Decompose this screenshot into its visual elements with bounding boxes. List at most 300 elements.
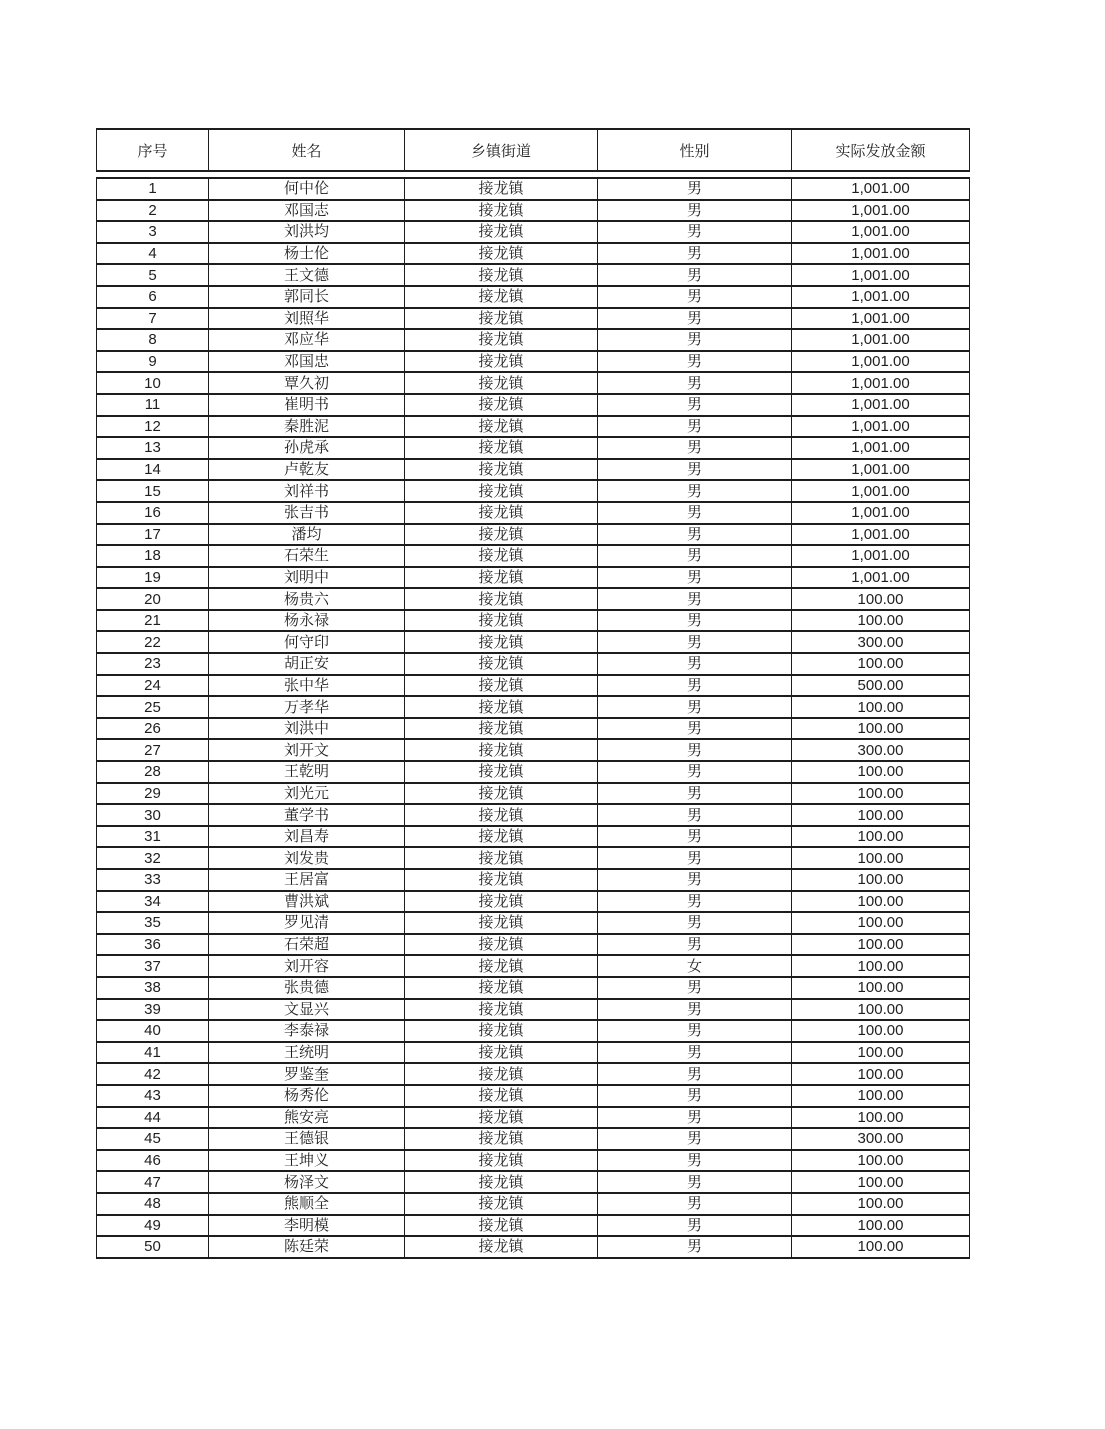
- cell-index: 7: [97, 308, 209, 330]
- cell-amount: 1,001.00: [792, 394, 970, 416]
- cell-name: 秦胜泥: [209, 416, 405, 438]
- table-row: [97, 739, 970, 761]
- cell-gender: 男: [598, 610, 792, 632]
- cell-name: 杨永禄: [209, 610, 405, 632]
- cell-gender: 男: [598, 437, 792, 459]
- column-header-name: 姓名: [209, 129, 405, 171]
- cell-town: 接龙镇: [405, 1042, 598, 1064]
- table-row: [97, 243, 970, 265]
- table-row: [97, 1020, 970, 1042]
- cell-gender: 男: [598, 178, 792, 200]
- cell-amount: 1,001.00: [792, 329, 970, 351]
- table-row: [97, 1150, 970, 1172]
- cell-index: 1: [97, 178, 209, 200]
- cell-name: 杨秀伦: [209, 1085, 405, 1107]
- column-header-gender: 性别: [598, 129, 792, 171]
- table-row: [97, 502, 970, 524]
- cell-name: 董学书: [209, 804, 405, 826]
- table-row: [97, 977, 970, 999]
- column-header-index: 序号: [97, 129, 209, 171]
- cell-amount: 1,001.00: [792, 459, 970, 481]
- cell-town: 接龙镇: [405, 1128, 598, 1150]
- cell-gender: 男: [598, 847, 792, 869]
- cell-index: 18: [97, 545, 209, 567]
- cell-index: 41: [97, 1042, 209, 1064]
- cell-index: 28: [97, 761, 209, 783]
- cell-index: 8: [97, 329, 209, 351]
- cell-amount: 100.00: [792, 653, 970, 675]
- cell-name: 王坤义: [209, 1150, 405, 1172]
- cell-name: 文显兴: [209, 999, 405, 1021]
- cell-name: 邓国忠: [209, 351, 405, 373]
- cell-name: 杨贵六: [209, 588, 405, 610]
- cell-amount: 1,001.00: [792, 200, 970, 222]
- cell-town: 接龙镇: [405, 912, 598, 934]
- cell-gender: 男: [598, 1063, 792, 1085]
- table-row: [97, 1085, 970, 1107]
- cell-name: 覃久初: [209, 372, 405, 394]
- cell-town: 接龙镇: [405, 329, 598, 351]
- cell-town: 接龙镇: [405, 221, 598, 243]
- cell-amount: 100.00: [792, 588, 970, 610]
- cell-name: 王德银: [209, 1128, 405, 1150]
- cell-name: 张中华: [209, 675, 405, 697]
- cell-gender: 男: [598, 1128, 792, 1150]
- cell-index: 24: [97, 675, 209, 697]
- cell-town: 接龙镇: [405, 783, 598, 805]
- cell-amount: 1,001.00: [792, 524, 970, 546]
- cell-gender: 男: [598, 653, 792, 675]
- cell-gender: 男: [598, 351, 792, 373]
- cell-town: 接龙镇: [405, 826, 598, 848]
- cell-town: 接龙镇: [405, 459, 598, 481]
- cell-gender: 男: [598, 1236, 792, 1258]
- cell-amount: 100.00: [792, 934, 970, 956]
- cell-gender: 男: [598, 329, 792, 351]
- cell-index: 12: [97, 416, 209, 438]
- table-row: [97, 783, 970, 805]
- cell-index: 17: [97, 524, 209, 546]
- cell-index: 36: [97, 934, 209, 956]
- cell-amount: 100.00: [792, 1236, 970, 1258]
- table-row: [97, 761, 970, 783]
- cell-gender: 男: [598, 934, 792, 956]
- cell-amount: 100.00: [792, 1063, 970, 1085]
- cell-name: 熊安亮: [209, 1107, 405, 1129]
- cell-name: 邓国志: [209, 200, 405, 222]
- cell-town: 接龙镇: [405, 696, 598, 718]
- cell-index: 40: [97, 1020, 209, 1042]
- cell-name: 刘开文: [209, 739, 405, 761]
- cell-gender: 男: [598, 696, 792, 718]
- cell-town: 接龙镇: [405, 1171, 598, 1193]
- table-row: [97, 1042, 970, 1064]
- cell-town: 接龙镇: [405, 372, 598, 394]
- cell-gender: 男: [598, 480, 792, 502]
- cell-town: 接龙镇: [405, 480, 598, 502]
- cell-name: 潘均: [209, 524, 405, 546]
- cell-name: 刘开容: [209, 955, 405, 977]
- cell-name: 刘昌寿: [209, 826, 405, 848]
- cell-gender: 男: [598, 783, 792, 805]
- cell-town: 接龙镇: [405, 351, 598, 373]
- table-row: [97, 1215, 970, 1237]
- cell-name: 杨士伦: [209, 243, 405, 265]
- cell-amount: 100.00: [792, 955, 970, 977]
- cell-town: 接龙镇: [405, 1150, 598, 1172]
- cell-amount: 1,001.00: [792, 502, 970, 524]
- cell-amount: 1,001.00: [792, 221, 970, 243]
- cell-town: 接龙镇: [405, 1193, 598, 1215]
- cell-town: 接龙镇: [405, 308, 598, 330]
- cell-index: 22: [97, 631, 209, 653]
- cell-town: 接龙镇: [405, 955, 598, 977]
- cell-gender: 男: [598, 459, 792, 481]
- cell-name: 刘明中: [209, 567, 405, 589]
- cell-index: 38: [97, 977, 209, 999]
- cell-index: 3: [97, 221, 209, 243]
- cell-amount: 100.00: [792, 1171, 970, 1193]
- cell-index: 14: [97, 459, 209, 481]
- cell-gender: 男: [598, 1085, 792, 1107]
- cell-index: 21: [97, 610, 209, 632]
- table-row: [97, 394, 970, 416]
- cell-gender: 男: [598, 221, 792, 243]
- cell-gender: 男: [598, 631, 792, 653]
- cell-gender: 男: [598, 675, 792, 697]
- cell-gender: 男: [598, 1193, 792, 1215]
- cell-town: 接龙镇: [405, 545, 598, 567]
- table-row: [97, 675, 970, 697]
- cell-name: 王文德: [209, 264, 405, 286]
- cell-name: 何守印: [209, 631, 405, 653]
- cell-index: 37: [97, 955, 209, 977]
- cell-town: 接龙镇: [405, 718, 598, 740]
- cell-town: 接龙镇: [405, 739, 598, 761]
- cell-amount: 1,001.00: [792, 480, 970, 502]
- table-row: [97, 329, 970, 351]
- table-row: [97, 610, 970, 632]
- cell-gender: 男: [598, 372, 792, 394]
- table-row: [97, 718, 970, 740]
- cell-index: 47: [97, 1171, 209, 1193]
- cell-amount: 100.00: [792, 1020, 970, 1042]
- cell-index: 42: [97, 1063, 209, 1085]
- cell-town: 接龙镇: [405, 416, 598, 438]
- table-row: [97, 480, 970, 502]
- cell-gender: 男: [598, 567, 792, 589]
- cell-town: 接龙镇: [405, 286, 598, 308]
- cell-gender: 男: [598, 545, 792, 567]
- cell-amount: 100.00: [792, 891, 970, 913]
- table-row: [97, 200, 970, 222]
- cell-name: 刘洪均: [209, 221, 405, 243]
- table-header: [96, 128, 970, 172]
- cell-gender: 男: [598, 524, 792, 546]
- cell-index: 33: [97, 869, 209, 891]
- cell-gender: 男: [598, 999, 792, 1021]
- table-row: [97, 524, 970, 546]
- cell-amount: 1,001.00: [792, 286, 970, 308]
- header-row: [97, 129, 970, 171]
- cell-amount: 300.00: [792, 631, 970, 653]
- cell-gender: 男: [598, 869, 792, 891]
- cell-gender: 男: [598, 739, 792, 761]
- table-row: [97, 955, 970, 977]
- cell-index: 11: [97, 394, 209, 416]
- cell-town: 接龙镇: [405, 977, 598, 999]
- cell-gender: 女: [598, 955, 792, 977]
- cell-name: 罗鉴奎: [209, 1063, 405, 1085]
- cell-amount: 100.00: [792, 1193, 970, 1215]
- cell-name: 石荣生: [209, 545, 405, 567]
- cell-gender: 男: [598, 416, 792, 438]
- cell-town: 接龙镇: [405, 631, 598, 653]
- column-header-amount: 实际发放金额: [792, 129, 970, 171]
- cell-index: 50: [97, 1236, 209, 1258]
- cell-amount: 1,001.00: [792, 545, 970, 567]
- cell-amount: 100.00: [792, 826, 970, 848]
- cell-gender: 男: [598, 1150, 792, 1172]
- cell-town: 接龙镇: [405, 1085, 598, 1107]
- cell-amount: 1,001.00: [792, 416, 970, 438]
- table-row: [97, 264, 970, 286]
- cell-gender: 男: [598, 588, 792, 610]
- cell-town: 接龙镇: [405, 243, 598, 265]
- cell-gender: 男: [598, 977, 792, 999]
- table-row: [97, 308, 970, 330]
- cell-town: 接龙镇: [405, 999, 598, 1021]
- cell-name: 熊顺全: [209, 1193, 405, 1215]
- cell-town: 接龙镇: [405, 200, 598, 222]
- cell-index: 35: [97, 912, 209, 934]
- cell-gender: 男: [598, 394, 792, 416]
- cell-index: 15: [97, 480, 209, 502]
- cell-index: 31: [97, 826, 209, 848]
- cell-index: 20: [97, 588, 209, 610]
- cell-amount: 100.00: [792, 847, 970, 869]
- cell-name: 王居富: [209, 869, 405, 891]
- table-row: [97, 588, 970, 610]
- cell-amount: 300.00: [792, 739, 970, 761]
- cell-amount: 100.00: [792, 1042, 970, 1064]
- table-row: [97, 891, 970, 913]
- cell-town: 接龙镇: [405, 567, 598, 589]
- cell-town: 接龙镇: [405, 437, 598, 459]
- cell-index: 9: [97, 351, 209, 373]
- cell-name: 万孝华: [209, 696, 405, 718]
- cell-amount: 100.00: [792, 1085, 970, 1107]
- cell-gender: 男: [598, 1107, 792, 1129]
- cell-gender: 男: [598, 718, 792, 740]
- table-row: [97, 1063, 970, 1085]
- document-page: [96, 128, 969, 1259]
- cell-amount: 1,001.00: [792, 308, 970, 330]
- cell-amount: 100.00: [792, 1107, 970, 1129]
- cell-name: 张吉书: [209, 502, 405, 524]
- cell-index: 48: [97, 1193, 209, 1215]
- cell-amount: 100.00: [792, 804, 970, 826]
- cell-index: 27: [97, 739, 209, 761]
- table-row: [97, 999, 970, 1021]
- cell-town: 接龙镇: [405, 869, 598, 891]
- cell-index: 29: [97, 783, 209, 805]
- cell-amount: 300.00: [792, 1128, 970, 1150]
- cell-index: 39: [97, 999, 209, 1021]
- cell-name: 何中伦: [209, 178, 405, 200]
- cell-amount: 100.00: [792, 977, 970, 999]
- cell-gender: 男: [598, 243, 792, 265]
- table-row: [97, 178, 970, 200]
- cell-gender: 男: [598, 200, 792, 222]
- cell-index: 43: [97, 1085, 209, 1107]
- table-row: [97, 459, 970, 481]
- cell-name: 李明模: [209, 1215, 405, 1237]
- cell-index: 13: [97, 437, 209, 459]
- cell-gender: 男: [598, 308, 792, 330]
- cell-name: 王乾明: [209, 761, 405, 783]
- table-row: [97, 826, 970, 848]
- table-row: [97, 1236, 970, 1258]
- cell-amount: 1,001.00: [792, 178, 970, 200]
- cell-amount: 100.00: [792, 1215, 970, 1237]
- cell-name: 卢乾友: [209, 459, 405, 481]
- cell-town: 接龙镇: [405, 804, 598, 826]
- cell-amount: 100.00: [792, 912, 970, 934]
- cell-index: 19: [97, 567, 209, 589]
- cell-gender: 男: [598, 286, 792, 308]
- cell-index: 2: [97, 200, 209, 222]
- cell-amount: 500.00: [792, 675, 970, 697]
- cell-town: 接龙镇: [405, 1215, 598, 1237]
- cell-town: 接龙镇: [405, 1236, 598, 1258]
- cell-name: 刘照华: [209, 308, 405, 330]
- data-table: [96, 177, 970, 1259]
- table-row: [97, 1128, 970, 1150]
- table-row: [97, 437, 970, 459]
- cell-gender: 男: [598, 1042, 792, 1064]
- cell-name: 郭同长: [209, 286, 405, 308]
- table-row: [97, 869, 970, 891]
- cell-amount: 100.00: [792, 718, 970, 740]
- cell-gender: 男: [598, 826, 792, 848]
- cell-town: 接龙镇: [405, 524, 598, 546]
- cell-amount: 1,001.00: [792, 567, 970, 589]
- cell-name: 陈廷荣: [209, 1236, 405, 1258]
- cell-town: 接龙镇: [405, 610, 598, 632]
- cell-name: 孙虎承: [209, 437, 405, 459]
- table-row: [97, 221, 970, 243]
- cell-index: 34: [97, 891, 209, 913]
- cell-index: 46: [97, 1150, 209, 1172]
- cell-amount: 100.00: [792, 999, 970, 1021]
- cell-town: 接龙镇: [405, 761, 598, 783]
- cell-index: 5: [97, 264, 209, 286]
- cell-town: 接龙镇: [405, 178, 598, 200]
- cell-town: 接龙镇: [405, 264, 598, 286]
- cell-index: 16: [97, 502, 209, 524]
- cell-gender: 男: [598, 804, 792, 826]
- table-row: [97, 631, 970, 653]
- cell-town: 接龙镇: [405, 1063, 598, 1085]
- cell-town: 接龙镇: [405, 588, 598, 610]
- cell-index: 25: [97, 696, 209, 718]
- table-row: [97, 567, 970, 589]
- cell-index: 26: [97, 718, 209, 740]
- cell-amount: 100.00: [792, 761, 970, 783]
- cell-town: 接龙镇: [405, 502, 598, 524]
- cell-name: 刘发贵: [209, 847, 405, 869]
- cell-name: 胡正安: [209, 653, 405, 675]
- table-row: [97, 416, 970, 438]
- cell-gender: 男: [598, 502, 792, 524]
- cell-name: 邓应华: [209, 329, 405, 351]
- cell-amount: 100.00: [792, 610, 970, 632]
- table-row: [97, 372, 970, 394]
- cell-gender: 男: [598, 761, 792, 783]
- cell-name: 张贵德: [209, 977, 405, 999]
- table-row: [97, 804, 970, 826]
- cell-town: 接龙镇: [405, 394, 598, 416]
- cell-index: 23: [97, 653, 209, 675]
- cell-index: 44: [97, 1107, 209, 1129]
- cell-name: 崔明书: [209, 394, 405, 416]
- table-row: [97, 1171, 970, 1193]
- table-row: [97, 545, 970, 567]
- column-header-town: 乡镇街道: [405, 129, 598, 171]
- cell-name: 刘光元: [209, 783, 405, 805]
- table-row: [97, 286, 970, 308]
- table-row: [97, 351, 970, 373]
- cell-index: 30: [97, 804, 209, 826]
- cell-amount: 1,001.00: [792, 243, 970, 265]
- cell-amount: 1,001.00: [792, 437, 970, 459]
- table-row: [97, 653, 970, 675]
- cell-index: 6: [97, 286, 209, 308]
- cell-name: 曹洪斌: [209, 891, 405, 913]
- cell-gender: 男: [598, 891, 792, 913]
- cell-town: 接龙镇: [405, 653, 598, 675]
- cell-index: 45: [97, 1128, 209, 1150]
- cell-town: 接龙镇: [405, 934, 598, 956]
- table-body: [97, 178, 970, 1258]
- cell-name: 罗见清: [209, 912, 405, 934]
- cell-index: 10: [97, 372, 209, 394]
- cell-town: 接龙镇: [405, 1020, 598, 1042]
- cell-amount: 1,001.00: [792, 264, 970, 286]
- cell-town: 接龙镇: [405, 675, 598, 697]
- table-row: [97, 1193, 970, 1215]
- cell-gender: 男: [598, 1020, 792, 1042]
- cell-name: 刘祥书: [209, 480, 405, 502]
- cell-gender: 男: [598, 912, 792, 934]
- cell-gender: 男: [598, 1171, 792, 1193]
- table-row: [97, 912, 970, 934]
- cell-town: 接龙镇: [405, 1107, 598, 1129]
- cell-town: 接龙镇: [405, 847, 598, 869]
- cell-index: 49: [97, 1215, 209, 1237]
- cell-amount: 1,001.00: [792, 351, 970, 373]
- cell-amount: 100.00: [792, 869, 970, 891]
- cell-gender: 男: [598, 264, 792, 286]
- cell-name: 李泰禄: [209, 1020, 405, 1042]
- table-row: [97, 696, 970, 718]
- cell-amount: 1,001.00: [792, 372, 970, 394]
- cell-amount: 100.00: [792, 1150, 970, 1172]
- cell-amount: 100.00: [792, 783, 970, 805]
- cell-name: 杨泽文: [209, 1171, 405, 1193]
- cell-town: 接龙镇: [405, 891, 598, 913]
